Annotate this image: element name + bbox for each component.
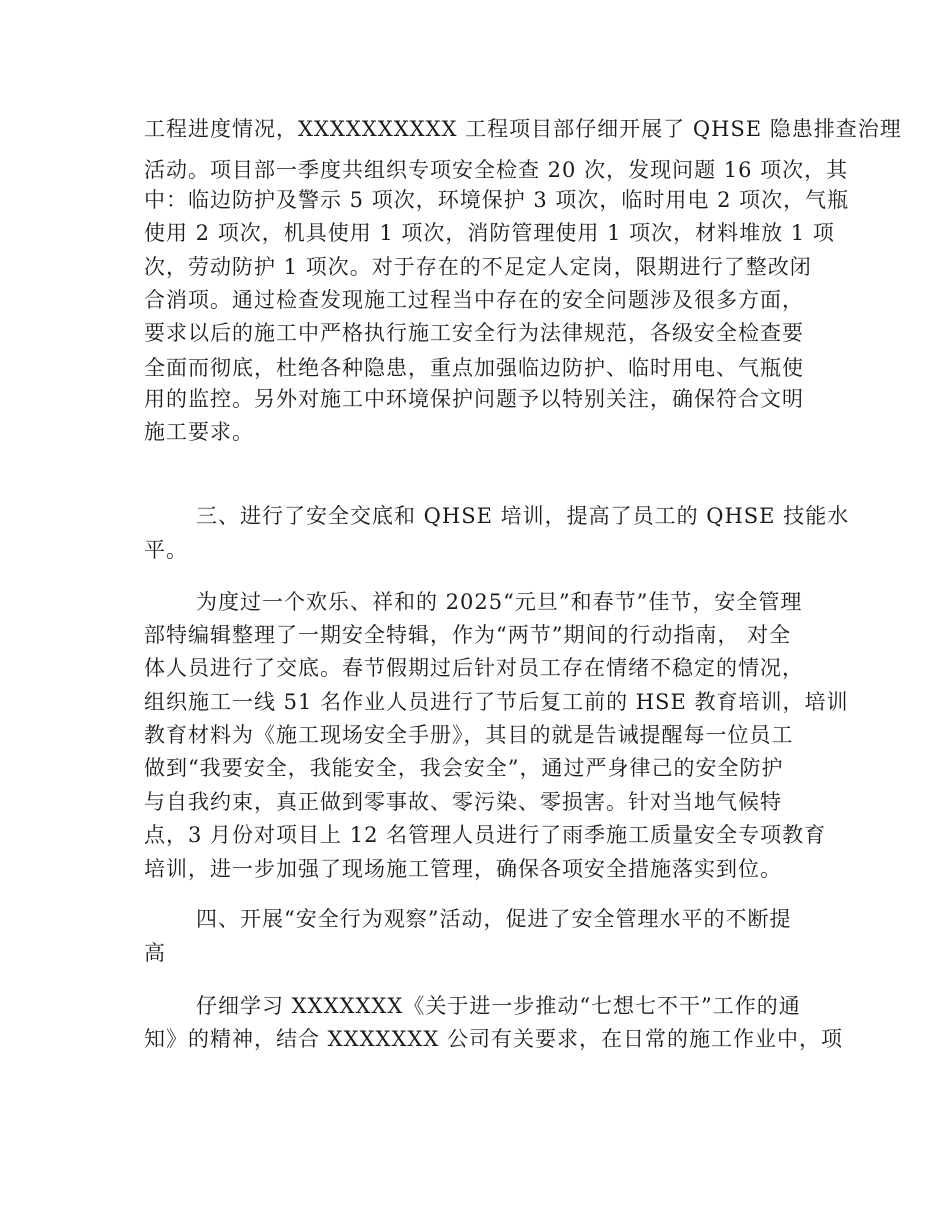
paragraph-line: 全面而彻底，杜绝各种隐患，重点加强临边防护、临时用电、气瓶使 [144,356,804,380]
section-heading-continuation: 高 [144,941,166,965]
paragraph-line: 次，劳动防护 1 项次。对于存在的不足定人定岗，限期进行了整改闭 [144,255,812,279]
paragraph-line: 仔细学习 XXXXXXX《关于进一步推动“七想七不干”工作的通 [196,994,801,1018]
section-heading-continuation: 平。 [144,538,188,562]
paragraph-line: 与自我约束，真正做到零事故、零污染、零损害。针对当地气候特 [144,790,782,814]
paragraph-line: 用的监控。另外对施工中环境保护问题予以特别关注，确保符合文明 [144,387,804,411]
paragraph-line: 体人员进行了交底。春节假期过后针对员工存在情绪不稳定的情况， [144,656,804,680]
paragraph-line: 点，3 月份对项目上 12 名管理人员进行了雨季施工质量安全专项教育 [144,823,827,847]
paragraph-line: 合消项。通过检查发现施工过程当中存在的安全问题涉及很多方面， [144,288,804,312]
paragraph-line: 施工要求。 [144,420,254,444]
paragraph-line: 中：临边防护及警示 5 项次，环境保护 3 项次，临时用电 2 项次，气瓶 [144,188,850,212]
paragraph-line: 培训，进一步加强了现场施工管理，确保各项安全措施落实到位。 [144,857,782,881]
paragraph-line: 活动。项目部一季度共组织专项安全检查 20 次，发现问题 16 项次，其 [144,158,849,182]
paragraph-line: 部特编辑整理了一期安全特辑，作为“两节”期间的行动指南， 对全 [144,623,792,647]
paragraph-line: 组织施工一线 51 名作业人员进行了节后复工前的 HSE 教育培训，培训 [144,690,849,714]
paragraph-line: 工程进度情况，XXXXXXXXXX 工程项目部仔细开展了 QHSE 隐患排查治理 [144,117,902,141]
paragraph-line: 做到“我要安全，我能安全，我会安全”，通过严身律己的安全防护 [144,756,784,780]
paragraph-line: 教育材料为《施工现场安全手册》，其目的就是告诫提醒每一位员工 [144,723,794,747]
section-heading: 三、进行了安全交底和 QHSE 培训，提高了员工的 QHSE 技能水 [196,504,850,528]
paragraph-line: 要求以后的施工中严格执行施工安全行为法律规范，各级安全检查要 [144,321,804,345]
section-heading: 四、开展“安全行为观察”活动，促进了安全管理水平的不断提 [196,907,792,931]
paragraph-line: 知》的精神，结合 XXXXXXX 公司有关要求，在日常的施工作业中，项 [144,1027,843,1051]
paragraph-line: 为度过一个欢乐、祥和的 2025“元旦”和春节”佳节，安全管理 [196,590,803,614]
paragraph-line: 使用 2 项次，机具使用 1 项次，消防管理使用 1 项次，材料堆放 1 项 [144,221,835,245]
